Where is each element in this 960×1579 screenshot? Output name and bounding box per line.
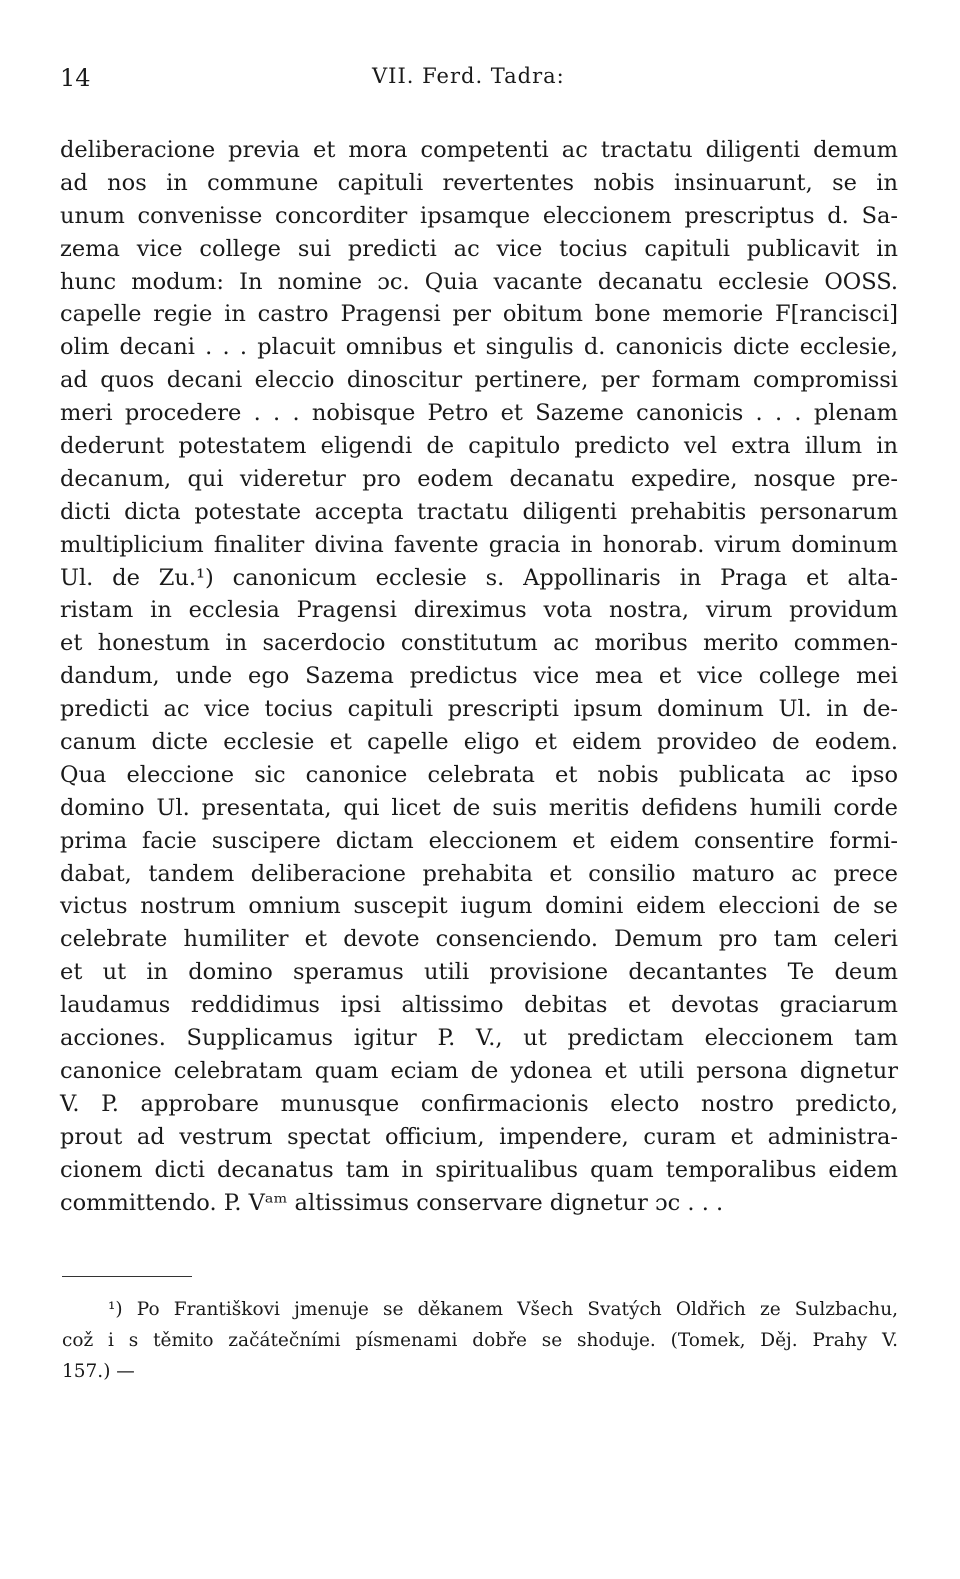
text-line: dicti dicta potestate accepta tractatu diligenti prehabitis personarum [60,498,898,525]
footnotes [62,1294,898,1387]
footnote-line: což i s těmito začátečními písmenami dobře se shoduje. (Tomek, Děj. Prahy V. [62,1330,898,1351]
text-line: dandum, unde ego Sazema predictus vice mea et vice college mei [60,663,898,690]
footnote-line: 157.) — [62,1361,135,1382]
text-line: hunc modum: In nomine ɔc. Quia vacante decanatu ecclesie OOSS. [60,268,898,295]
text-line: multiplicium finaliter divina favente gracia in honorab. virum dominum [60,531,898,558]
text-line: victus nostrum omnium suscepit iugum domini eidem eleccioni de se [60,893,898,920]
text-line: domino Ul. presentata, qui licet de suis meritis defidens humili corde [60,794,898,821]
text-line: deliberacione previa et mora competenti ac tractatu diligenti demum [60,137,898,163]
text-line: laudamus reddidimus ipsi altissimo debitas et devotas graciarum [60,992,898,1019]
text-line: prout ad vestrum spectat officium, impendere, curam et administra- [60,1123,898,1150]
text-line: acciones. Supplicamus igitur P. V., ut predictam eleccionem tam [60,1025,898,1052]
text-line: prima facie suscipere dictam eleccionem et eidem consentire formi- [60,827,898,854]
body-text [60,134,898,1219]
text-line: capelle regie in castro Pragensi per obitum bone memorie F[rancisci] [60,301,898,328]
text-line: Ul. de Zu.¹) canonicum ecclesie s. Appollinaris in Praga et alta- [60,564,898,591]
text-line: et honestum in sacerdocio constitutum ac moribus merito commen- [60,630,898,657]
text-line: et ut in domino speramus utili provisione decantantes Te deum [60,959,898,986]
text-line: committendo. P. Vᵃᵐ altissimus conservare dignetur ɔc . . . [60,1189,724,1216]
text-line: V. P. approbare munusque confirmacionis electo nostro predicto, [60,1090,898,1117]
text-line: Qua eleccione sic canonice celebrata et nobis publicata ac ipso [60,761,898,788]
text-line: celebrate humiliter et devote consenciendo. Demum pro tam celeri [60,926,898,953]
text-line: meri procedere . . . nobisque Petro et Sazeme canonicis . . . plenam [60,400,898,427]
text-line: cionem dicti decanatus tam in spiritualibus quam temporalibus eidem [60,1156,898,1183]
footnote-rule [62,1276,192,1277]
text-line: canonice celebratam quam eciam de ydonea et utili persona dignetur [60,1057,898,1084]
page-number: 14 [60,64,91,92]
text-line: unum convenisse concorditer ipsamque eleccionem prescriptus d. Sa- [60,202,898,229]
text-line: zema vice college sui predicti ac vice tocius capituli publicavit in [60,235,898,262]
footnote-line: ¹) Po Františkovi jmenuje se děkanem Všech Svatých Oldřich ze Sulzbachu, [108,1299,898,1320]
running-head: VII. Ferd. Tadra: [372,64,565,88]
text-line: decanum, qui videretur pro eodem decanatu expedire, nosque pre- [60,465,898,492]
text-line: dabat, tandem deliberacione prehabita et consilio maturo ac prece [60,860,898,887]
text-line: predicti ac vice tocius capituli prescripti ipsum dominum Ul. in de- [60,696,898,723]
text-line: ad quos decani eleccio dinoscitur pertinere, per formam compromissi [60,367,898,394]
text-line: olim decani . . . placuit omnibus et singulis d. canonicis dicte ecclesie, [60,334,898,361]
text-line: ad nos in commune capituli revertentes nobis insinuarunt, se in [60,169,898,196]
text-line: ristam in ecclesia Pragensi direximus vota nostra, virum providum [60,597,898,624]
text-line: dederunt potestatem eligendi de capitulo predicto vel extra illum in [60,433,898,460]
text-line: canum dicte ecclesie et capelle eligo et eidem provideo de eodem. [60,729,898,756]
